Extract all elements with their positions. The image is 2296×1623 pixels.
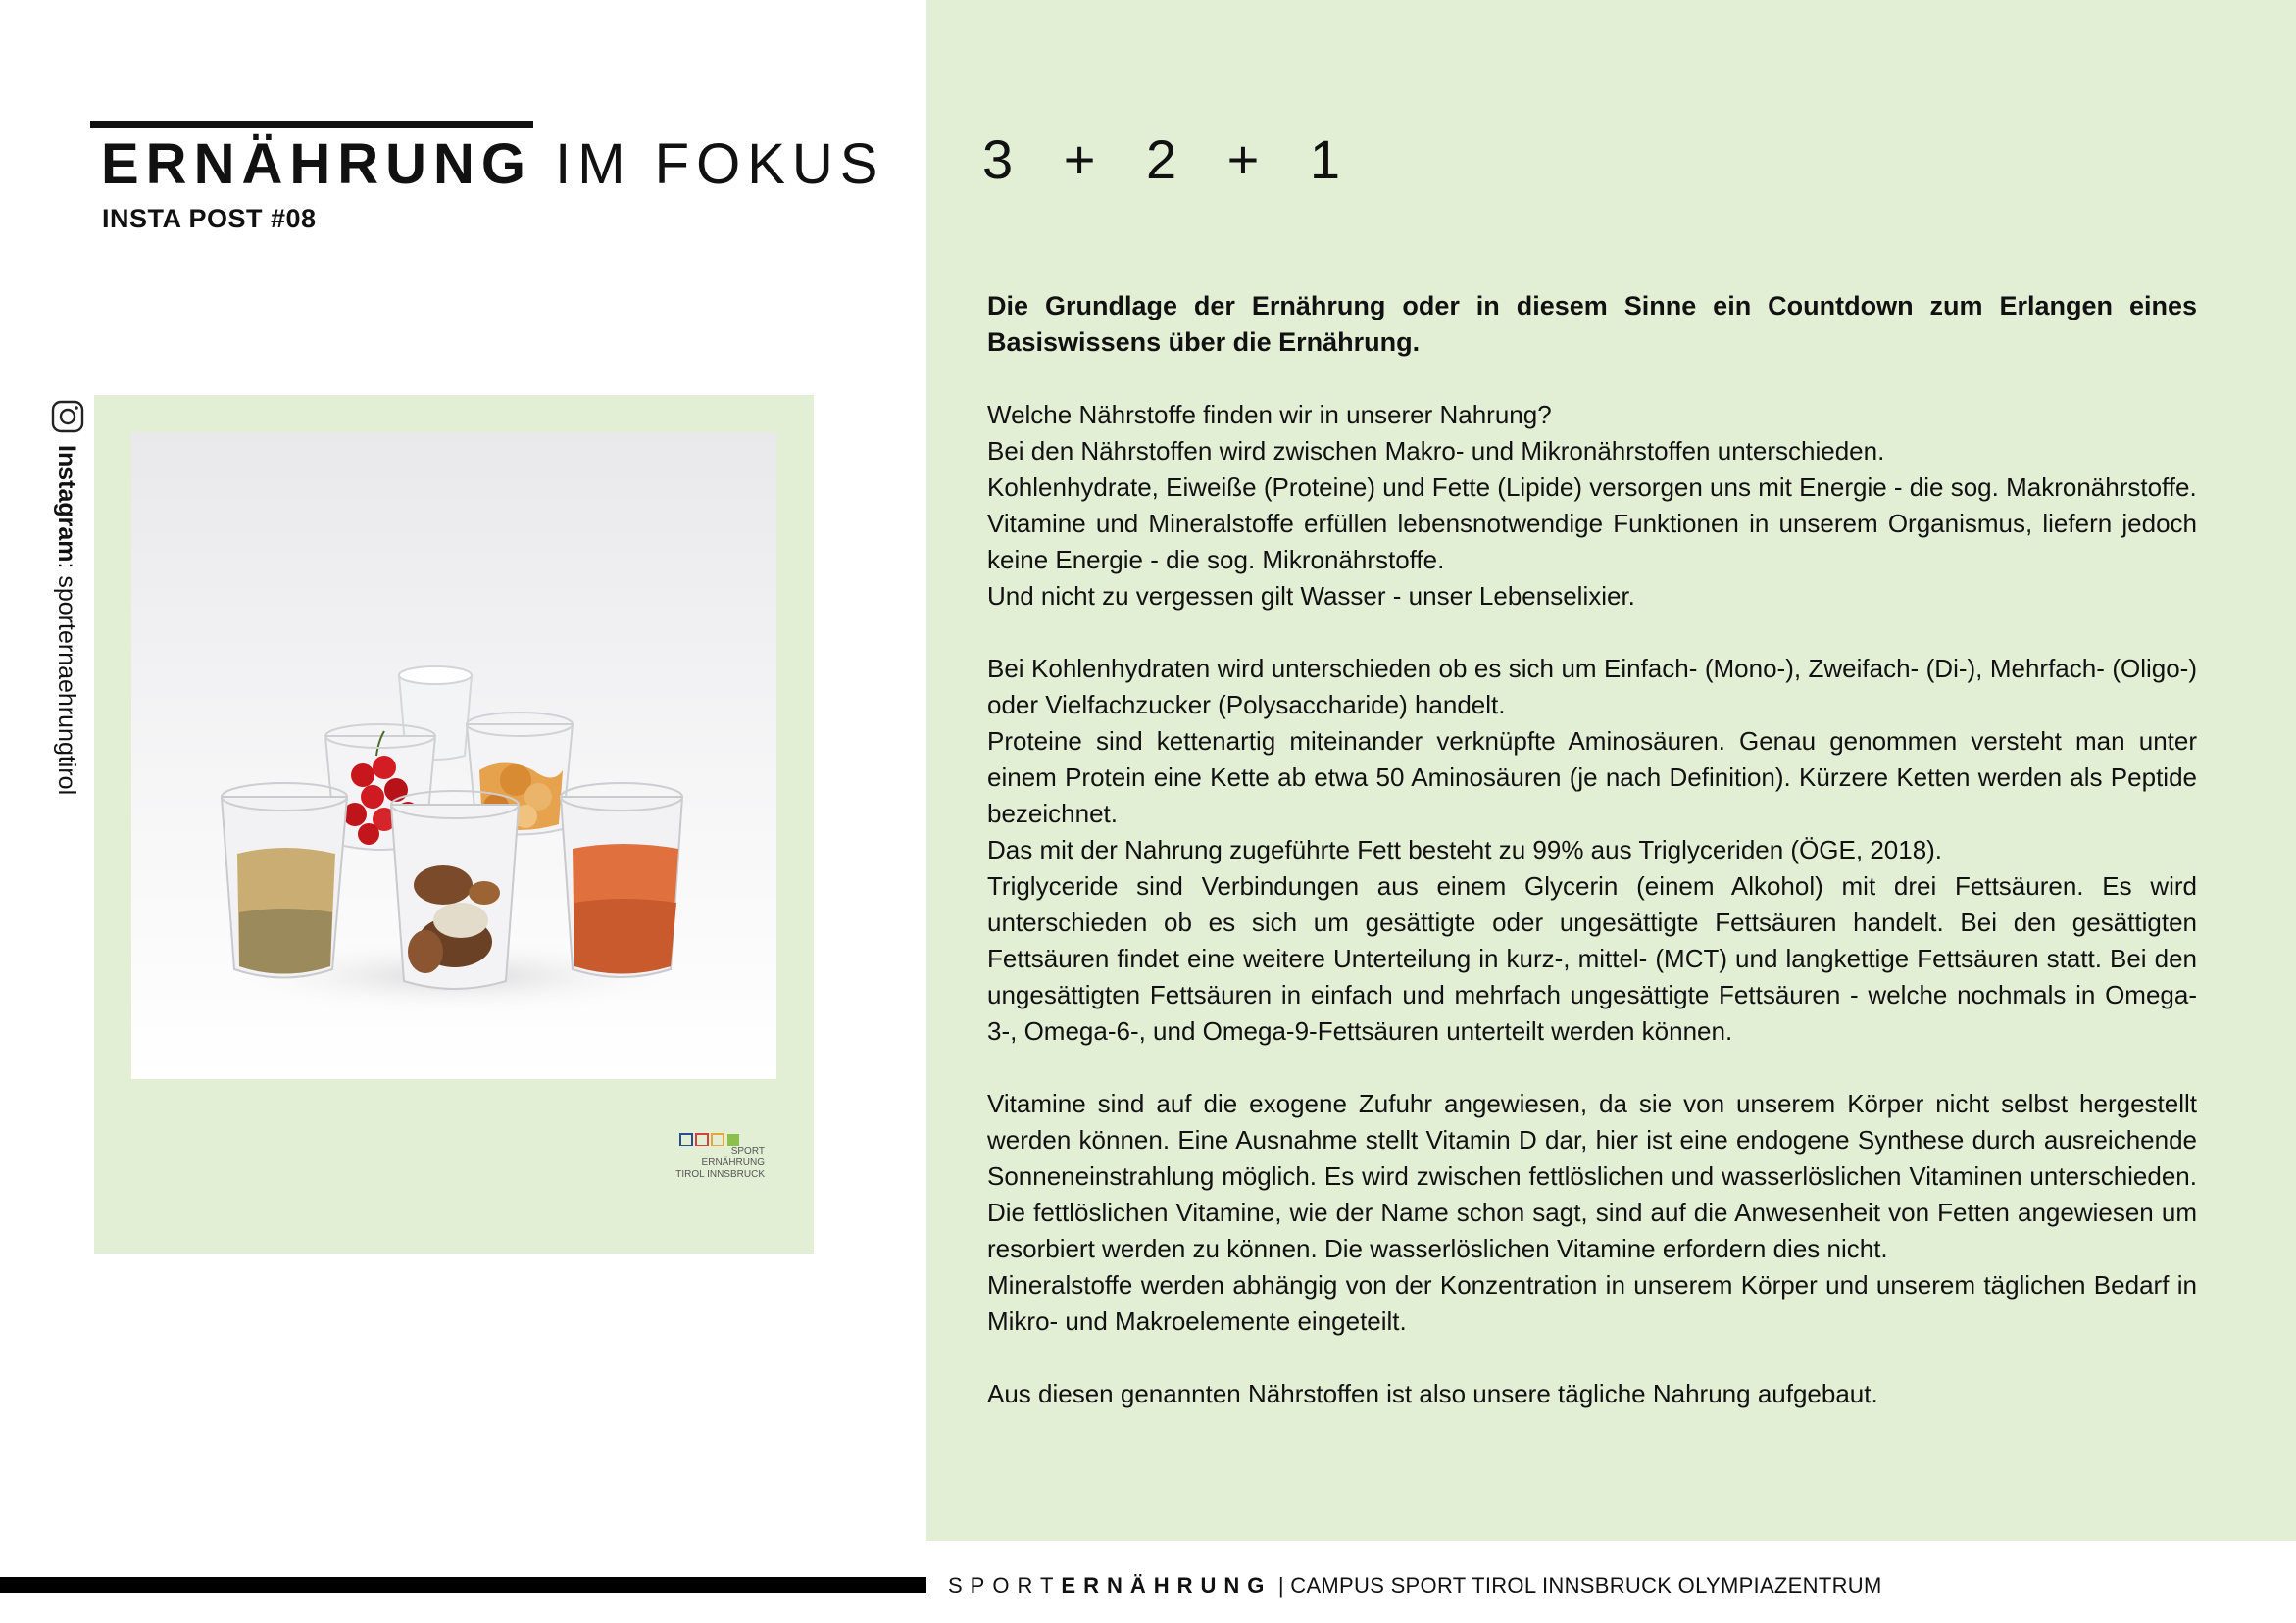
paragraph: Vitamine und Mineralstoffe erfüllen lebensnotwendige Funktionen in unserem Organismus, liefern jedoch keine Energie - die sog. Mikronährstoffe. xyxy=(987,509,2197,574)
logo-squares xyxy=(678,1132,767,1146)
footer xyxy=(948,1573,1882,1598)
instagram-handle-text: sporternaehrungtirol xyxy=(53,575,80,796)
title-light: IM FOKUS xyxy=(555,132,885,196)
instagram-handle[interactable] xyxy=(47,396,90,808)
instagram-text: Instagram: sporternaehrungtirol xyxy=(53,445,80,796)
title-bar xyxy=(90,121,533,128)
paragraph: Kohlenhydrate, Eiweiße (Proteine) und Fette (Lipide) versorgen uns mit Energie - die sog. Makronährstoffe. xyxy=(987,472,2197,502)
paragraph: Aus diesen genannten Nährstoffen ist also unsere tägliche Nahrung aufgebaut. xyxy=(987,1379,1878,1408)
paragraph: Und nicht zu vergessen gilt Wasser - unser Lebenselixier. xyxy=(987,581,1635,611)
footer-sport: SPORT xyxy=(948,1573,1062,1598)
paragraph: Welche Nährstoffe finden wir in unserer Nahrung? xyxy=(987,400,1552,429)
logo-line-1: SPORT xyxy=(730,1146,765,1156)
instagram-label: Instagram xyxy=(53,445,80,563)
paragraph: Das mit der Nahrung zugeführte Fett besteht zu 99% aus Triglyceriden (ÖGE, 2018). xyxy=(987,835,1943,864)
sport-ernaehrung-logo xyxy=(675,1132,767,1193)
paragraph: Bei Kohlenhydraten wird unterschieden ob es sich um Einfach- (Mono-), Zweifach- (Di-), Mehrfach- (Oligo-) oder Vielfachzucker (Polysaccharide) handelt. xyxy=(987,654,2197,719)
instagram-icon xyxy=(51,400,84,433)
paragraph: Bei den Nährstoffen wird zwischen Makro- und Mikronährstoffen unterschieden. xyxy=(987,436,1885,466)
article-heading: 3 + 2 + 1 xyxy=(982,128,1359,190)
logo-line-3: TIROL INNSBRUCK xyxy=(675,1169,765,1180)
paragraph: Triglyceride sind Verbindungen aus einem Glycerin (einem Alkohol) mit drei Fettsäuren. Es wird unterschieden ob es sich um gesättigte oder ungesättigte Fettsäuren handelt. Bei den gesättigten Fettsäuren findet eine weitere Unterteilung in kurz-, mittel- (MCT) und langkettige Fettsäuren statt. Bei den ungesättigten Fettsäuren in einfach und mehrfach ungesättigte Fettsäuren - welche nochmals in Omega-3-, Omega-6-, und Omega-9-Fettsäuren unterteilt werden können. xyxy=(987,871,2197,1046)
article-body xyxy=(987,288,2197,1412)
post-subtitle: INSTA POST #08 xyxy=(102,204,317,233)
paragraph: Proteine sind kettenartig miteinander verknüpfte Aminosäuren. Genau genommen versteht man unter einem Protein eine Kette ab etwa 50 Aminosäuren (je nach Definition). Kürzere Ketten werden als Peptide bezeichnet. xyxy=(987,726,2197,828)
nutrition-glasses-photo xyxy=(131,432,776,1079)
paragraph: Mineralstoffe werden abhängig von der Konzentration in unserem Körper und unserem täglichen Bedarf in Mikro- und Makroelemente eingeteilt. xyxy=(987,1270,2197,1336)
footer-campus: CAMPUS SPORT TIROL INNSBRUCK OLYMPIAZENTRUM xyxy=(1290,1573,1882,1598)
footer-separator: | xyxy=(1277,1573,1284,1598)
paragraph: Vitamine sind auf die exogene Zufuhr angewiesen, da sie von unserem Körper nicht selbst hergestellt werden können. Eine Ausnahme stellt Vitamin D dar, hier ist eine endogene Synthese durch ausreichende Sonneneinstrahlung möglich. Es wird zwischen fettlöslichen und wasserlöslichen Vitaminen unterschieden. Die fettlöslichen Vitamine, wie der Name schon sagt, sind auf die Anwesenheit von Fetten angewiesen um resorbiert werden zu können. Die wasserlöslichen Vitamine erfordern dies nicht. xyxy=(987,1089,2197,1263)
photo-frame xyxy=(94,395,814,1254)
title-bold: ERNÄHRUNG xyxy=(101,132,532,196)
footer-ernaehrung: ERNÄHRUNG xyxy=(1061,1573,1273,1598)
footer-bar xyxy=(0,1577,926,1593)
logo-line-2: ERNÄHRUNG xyxy=(701,1157,765,1168)
article-intro: Die Grundlage der Ernährung oder in diesem Sinne ein Countdown zum Erlangen eines Basiswissens über die Ernährung. xyxy=(987,291,2197,357)
page-title xyxy=(101,129,884,200)
